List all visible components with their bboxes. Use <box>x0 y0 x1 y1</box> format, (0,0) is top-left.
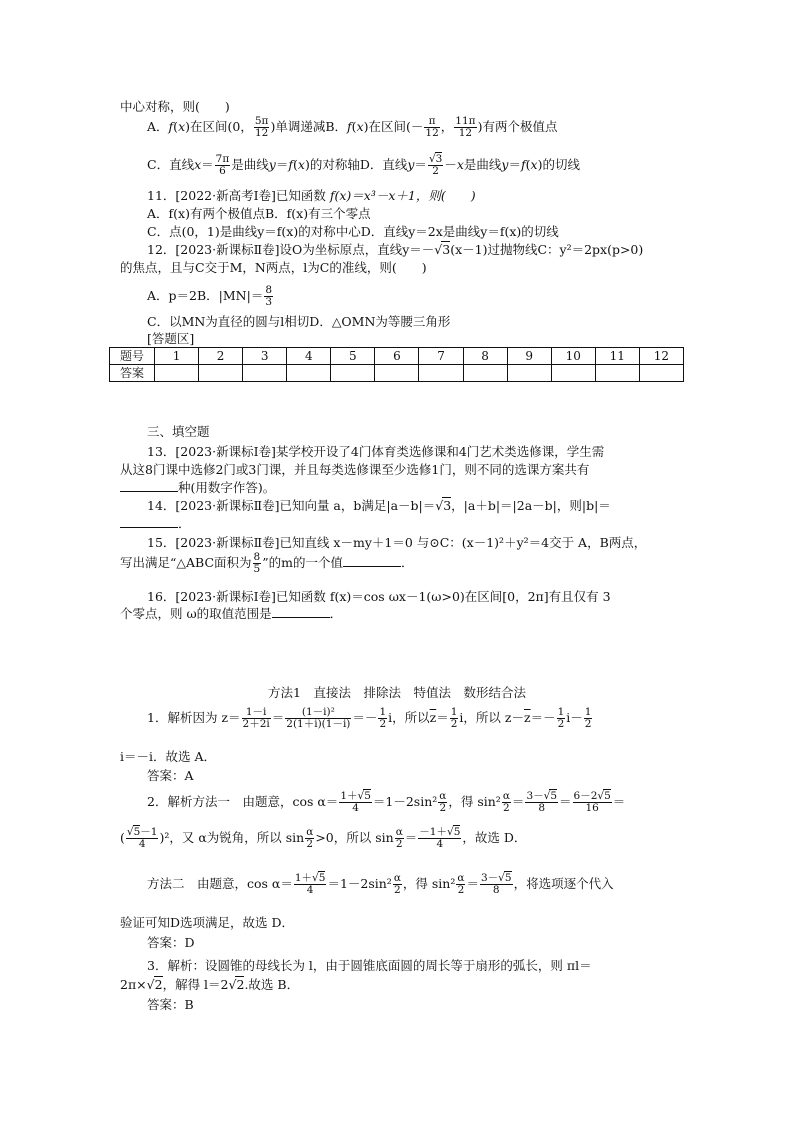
method-title: 方法1 直接法 排除法 特值法 数形结合法 <box>268 685 526 700</box>
answer-table-answer-row <box>110 365 684 382</box>
q15-line2: 写出满足“△ABC面积为 $\frac{8}{5}$ ”的m的一个值 ． <box>120 551 414 576</box>
solution-1-line1: 1．解析因为 z＝ $\frac{1-i}{2+2i}$ ＝ $\frac{\text{(1－i)²}}{2(1+i)(1-i)}$ ＝－ $\frac{1}{2}$ i，所以$\overline{z}=$ $\frac{1}{2}$ i，所以 $z-\overline{z}=-$ $\frac{1}{2}$ i－ $\frac{1}{2}$ <box>147 706 592 731</box>
q10-option-ab: A．f(x)在区间(0， $\frac{5\pi}{12}$ )单调递减B．f(x)在区间(－ $\frac{\pi}{12}$ ， $\frac{11\pi}{12}$ )有两个极值点 <box>147 115 558 140</box>
q15-line1: 15．[2023·新课标Ⅱ卷]已知直线 x－my＋1＝0 与⊙C：(x－1)²＋y²＝4交于 A，B两点， <box>147 535 647 550</box>
q11-options-ab: A．f(x)有两个极值点B．f(x)有三个零点 <box>147 206 371 221</box>
answer-area-label: [答题区] <box>147 331 195 346</box>
question-number-6: 6 <box>375 348 419 365</box>
answer-cell[interactable] <box>375 365 419 382</box>
q14-line1: 14．[2023·新课标Ⅱ卷]已知向量 a，b满足|a－b|＝√3，|a＋b|＝|2a－b|，则|b|＝ <box>147 498 611 513</box>
question-number-1: 1 <box>155 348 199 365</box>
frac-8-3: $\frac{8}{3}$ <box>265 284 273 309</box>
solution-2-answer: 答案：D <box>147 935 195 950</box>
solution-3-line2: 2π×√2，解得 l＝2√2.故选 B． <box>120 977 300 992</box>
answer-cell[interactable] <box>243 365 287 382</box>
q12-options-ab: A．p＝2B．|MN|＝ $\frac{8}{3}$ <box>147 284 273 309</box>
frac-sqrt3-2: $\frac{√3}{2}$ <box>428 153 443 178</box>
solution-1-answer: 答案：A <box>147 768 194 783</box>
frac-5pi-12: $\frac{5\pi}{12}$ <box>254 115 269 140</box>
q16-line1: 16．[2023·新课标Ⅰ卷]已知函数 f(x)＝cos ωx－1(ω>0)在区间[0，2π]有且仅有 3 <box>147 589 611 604</box>
q16-answer-blank[interactable] <box>272 606 330 618</box>
answer-cell[interactable] <box>551 365 595 382</box>
frac-11pi-12: $\frac{11\pi}{12}$ <box>455 115 476 140</box>
q11-options-cd: C．点(0，1)是曲线y＝f(x)的对称中心D．直线y＝2x是曲线y＝f(x)的切线 <box>147 224 559 239</box>
q13-line2: 从这8门课中选修2门或3门课，并且每类选修课至少选修1门，则不同的选课方案共有 <box>120 462 590 477</box>
solution-1-line2: i＝－i．故选 A． <box>120 749 216 764</box>
q14-answer-blank[interactable] <box>120 516 178 528</box>
q16-line2: 个零点，则 ω的取值范围是 ． <box>120 606 343 621</box>
solution-3-line1: 3．解析：设圆锥的母线长为 l，由于圆锥底面圆的周长等于扇形的弧长，则 πl＝ <box>147 958 592 973</box>
q13-line3: 种(用数字作答)。 <box>120 480 275 496</box>
question-number-2: 2 <box>199 348 243 365</box>
q12-options-cd: C．以MN为直径的圆与l相切D．△OMN为等腰三角形 <box>147 314 451 329</box>
q10-option-cd: C．直线x＝ $\frac{7\pi}{6}$ 是曲线y＝f(x)的对称轴D．直线y＝ $\frac{√3}{2}$ －x是曲线y＝f(x)的切线 <box>147 153 580 178</box>
question-number-10: 10 <box>551 348 595 365</box>
question-number-8: 8 <box>463 348 507 365</box>
q15-answer-blank[interactable] <box>343 555 401 567</box>
question-number-5: 5 <box>331 348 375 365</box>
question-number-label: 题号 <box>110 348 155 365</box>
frac-8-5: $\frac{8}{5}$ <box>253 551 261 576</box>
solution-2-method2-line1: 方法二 由题意，cos α＝ $\frac{1+√5}{4}$ ＝1－2sin² $\frac{\alpha}{2}$ ，得 sin² $\frac{\alpha}{2}$ ＝ $\frac{3-√5}{8}$ ，将选项逐个代入 <box>147 872 614 897</box>
question-10-tail: 中心对称，则( ) <box>120 99 230 114</box>
answer-cell[interactable] <box>507 365 551 382</box>
answer-cell[interactable] <box>287 365 331 382</box>
q13-answer-blank[interactable] <box>120 480 178 492</box>
question-number-9: 9 <box>507 348 551 365</box>
frac-pi-12: $\frac{\pi}{12}$ <box>425 115 439 140</box>
answer-table-header-row <box>110 348 684 365</box>
question-number-4: 4 <box>287 348 331 365</box>
answer-cell[interactable] <box>595 365 639 382</box>
solution-2-method2-line2: 验证可知D选项满足，故选 D． <box>120 915 295 930</box>
q11-stem: 11．[2022·新高考Ⅰ卷]已知函数 f(x)＝x³－x＋1，则( ) <box>147 188 476 203</box>
answer-cell[interactable] <box>331 365 375 382</box>
q14-line2: ． <box>120 516 191 532</box>
q12-stem-line2: 的焦点，且与C交于M，N两点，l为C的准线，则( ) <box>120 260 427 275</box>
answer-cell[interactable] <box>199 365 243 382</box>
answer-cell[interactable] <box>419 365 463 382</box>
answer-table <box>109 347 684 382</box>
solution-2-line2: ( $\frac{√5-1}{4}$ )²，又 α为锐角，所以 sin $\frac{\alpha}{2}$ >0，所以 sin $\frac{\alpha}{2}$ ＝ $\frac{-1+√5}{4}$ ，故选 D． <box>120 826 527 851</box>
solution-3-answer: 答案：B <box>147 997 194 1012</box>
q12-stem: 12．[2023·新课标Ⅱ卷]设O为坐标原点，直线y＝－√3(x－1)过抛物线C：y²＝2px(p>0) <box>147 242 644 257</box>
frac-7pi-6: $\frac{7\pi}{6}$ <box>215 153 230 178</box>
answer-cell[interactable] <box>639 365 683 382</box>
q13-line1: 13．[2023·新课标Ⅰ卷]某学校开设了4门体育类选修课和4门艺术类选修课，学生需 <box>147 444 605 459</box>
question-number-11: 11 <box>595 348 639 365</box>
answer-cell[interactable] <box>463 365 507 382</box>
question-number-7: 7 <box>419 348 463 365</box>
section-title-fill-in: 三、填空题 <box>147 424 210 439</box>
answer-label: 答案 <box>110 365 155 382</box>
question-number-3: 3 <box>243 348 287 365</box>
answer-cell[interactable] <box>155 365 199 382</box>
question-number-12: 12 <box>639 348 683 365</box>
solution-2-line1: 2．解析方法一 由题意，cos α＝ $\frac{1+√5}{4}$ ＝1－2sin² $\frac{\alpha}{2}$ ，得 sin² $\frac{\alpha}{2}$ ＝ $\frac{3-√5}{8}$ ＝ $\frac{6-2√5}{16}$ ＝ <box>147 790 626 815</box>
